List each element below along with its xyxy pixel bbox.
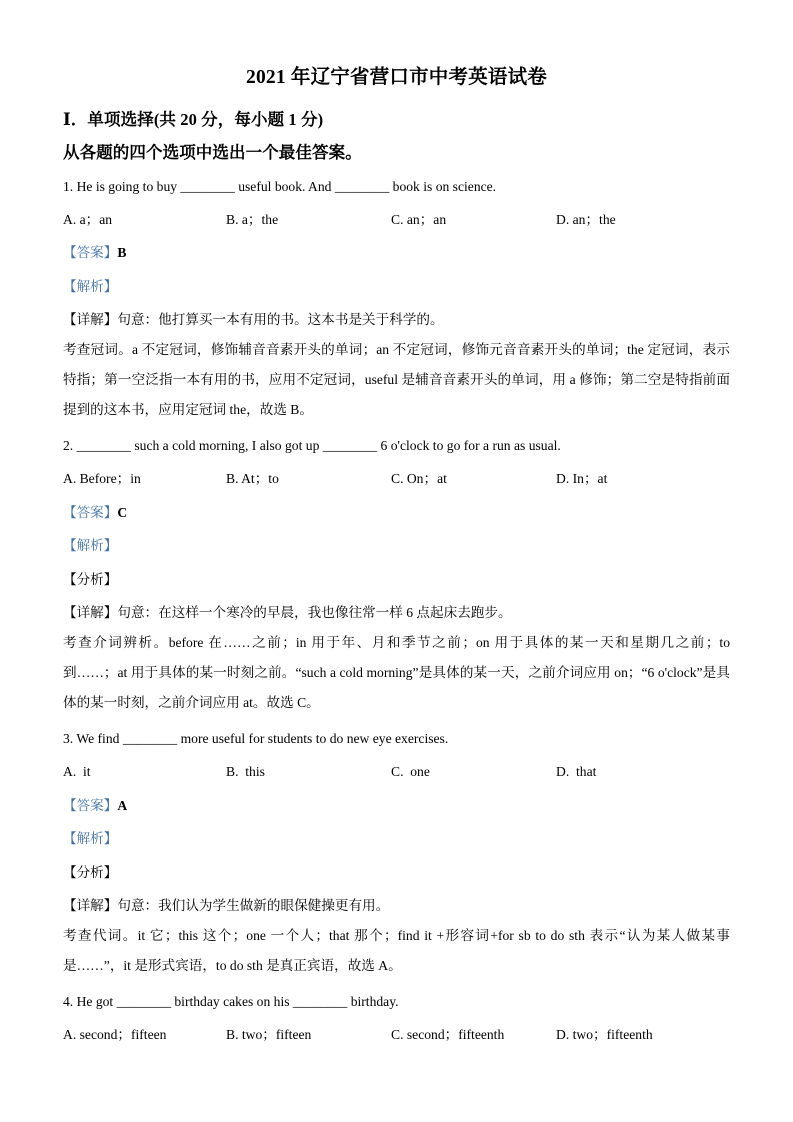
answer-value: A — [117, 797, 128, 813]
answer-line — [63, 783, 730, 816]
question-stem: 3. We find ________ more useful for students to do new eye exercises. — [63, 731, 449, 747]
option-d[interactable]: D. that — [556, 764, 597, 780]
analysis-line — [63, 264, 730, 297]
breakdown-line — [63, 557, 730, 590]
option-d[interactable]: D. an；the — [556, 211, 616, 227]
options-row — [63, 749, 730, 782]
option-b[interactable]: B. two；fifteen — [226, 1027, 312, 1043]
option-a[interactable]: A. second；fifteen — [63, 1027, 167, 1043]
detail-paragraph: 考查冠词。a 不定冠词，修饰辅音音素开头的单词；an 不定冠词，修饰元音音素开头的单词；the 定冠词，表示特指；第一空泛指一本有用的书，应用不定冠词，useful 是辅音音素开头的单词，用 a 修饰；第二空是特指前面提到的这本书，应用定冠词 the，故选 B。 — [63, 342, 730, 418]
detail-paragraph: 考查代词。it 它；this 这个；one 一个人；that 那个；find it +形容词+for sb to do sth 表示“认为某人做某事是……”，it 是形式宾语，to do sth 是真正宾语，故选 A。 — [63, 927, 730, 973]
options-row — [63, 197, 730, 230]
page-title: 2021 年辽宁省营口市中考英语试卷 — [246, 67, 547, 88]
answer-line — [63, 230, 730, 263]
option-c[interactable]: C. On；at — [391, 471, 447, 487]
option-d[interactable]: D. In；at — [556, 471, 608, 487]
detail-paragraph: 【详解】句意：在这样一个寒冷的早晨，我也像往常一样 6 点起床去跑步。 — [63, 605, 512, 621]
option-a[interactable]: A. Before；in — [63, 471, 141, 487]
option-d[interactable]: D. two；fifteenth — [556, 1027, 653, 1043]
option-c[interactable]: C. second；fifteenth — [391, 1027, 505, 1043]
section-heading-part-one: Ⅰ．单项选择(共 20 分，每小题 1 分) — [63, 110, 324, 130]
question-stem: 4. He got ________ birthday cakes on his ________ birthday. — [63, 993, 399, 1009]
analysis-tag: 【解析】 — [63, 278, 118, 294]
question-block — [63, 981, 730, 1046]
analysis-tag: 【解析】 — [63, 831, 118, 847]
analysis-tag: 【解析】 — [63, 538, 118, 554]
answer-value: B — [117, 245, 127, 261]
detail-paragraph: 【详解】句意：他打算买一本有用的书。这本书是关于科学的。 — [63, 312, 444, 328]
breakdown-line — [63, 850, 730, 883]
question-block — [63, 718, 730, 981]
analysis-line — [63, 523, 730, 556]
option-c[interactable]: C. an；an — [391, 211, 447, 227]
question-block — [63, 166, 730, 426]
option-a[interactable]: A. it — [63, 764, 91, 780]
options-row — [63, 1012, 730, 1045]
answer-line — [63, 490, 730, 523]
option-b[interactable]: B. a；the — [226, 211, 279, 227]
question-stem: 1. He is going to buy ________ useful book. And ________ book is on science. — [63, 178, 497, 194]
detail-paragraph: 【详解】句意：我们认为学生做新的眼保健操更有用。 — [63, 897, 390, 913]
analysis-line — [63, 816, 730, 849]
question-stem: 2. ________ such a cold morning, I also got up ________ 6 o'clock to go for a run as usual. — [63, 438, 561, 454]
answer-tag: 【答案】 — [63, 245, 118, 261]
option-a[interactable]: A. a；an — [63, 211, 113, 227]
option-c[interactable]: C. one — [391, 764, 430, 780]
section-instruction: 从各题的四个选项中选出一个最佳答案。 — [63, 142, 362, 162]
breakdown-tag: 【分析】 — [63, 864, 118, 880]
detail-paragraph: 考查介词辨析。before 在……之前；in 用于年、月和季节之前；on 用于具体的某一天和星期几之前；to 到……；at 用于具体的某一时刻之前。“such a cold morning”是具体的某一天，之前介词应用 on；“6 o'clock”是具体的某一时刻，之前介词应用 at。故选 C。 — [63, 635, 734, 711]
breakdown-tag: 【分析】 — [63, 571, 118, 587]
question-block — [63, 425, 734, 718]
option-b[interactable]: B. this — [226, 764, 265, 780]
answer-tag: 【答案】 — [63, 504, 118, 520]
answer-value: C — [117, 504, 128, 520]
option-b[interactable]: B. At；to — [226, 471, 279, 487]
answer-tag: 【答案】 — [63, 797, 118, 813]
options-row — [63, 456, 730, 489]
